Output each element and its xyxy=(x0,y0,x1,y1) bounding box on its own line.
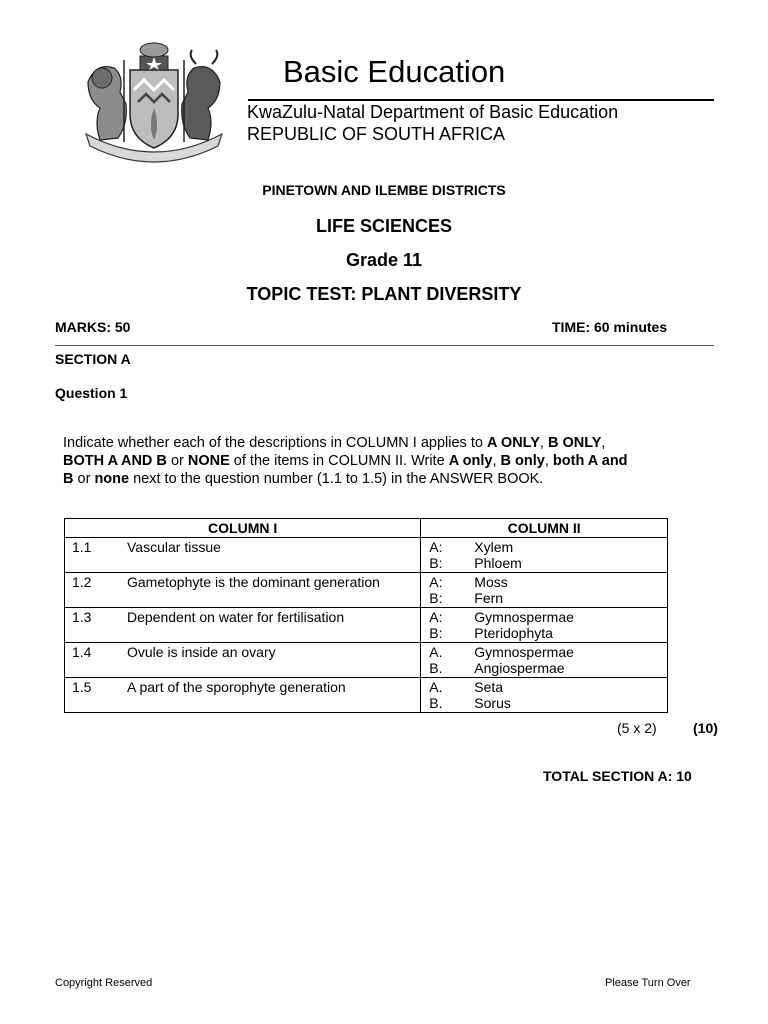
matching-table xyxy=(64,518,668,713)
page-title: Basic Education xyxy=(283,54,506,89)
option-letter: B: xyxy=(429,555,443,571)
option-letter: B. xyxy=(429,695,443,711)
instr-bold: A ONLY xyxy=(486,435,540,451)
option-text: Xylem xyxy=(474,539,514,555)
option-text: Phloem xyxy=(474,555,522,571)
instr-text: Indicate whether each of the descriptions in COLUMN I applies to xyxy=(63,435,487,451)
column-i-cell xyxy=(65,608,421,643)
instr-text: , xyxy=(544,453,553,469)
instr-text: , xyxy=(601,435,606,451)
item-number: 1.5 xyxy=(72,679,92,695)
option-letter: A: xyxy=(429,539,443,555)
option-letter: A. xyxy=(429,679,443,695)
item-number: 1.2 xyxy=(72,574,92,590)
footer-copyright: Copyright Reserved xyxy=(55,977,153,989)
instr-text: of the items in COLUMN II. Write xyxy=(229,453,449,469)
instr-bold: B xyxy=(63,471,74,487)
table-row xyxy=(65,573,668,608)
column-ii-cell xyxy=(421,608,668,643)
table-row xyxy=(65,678,668,713)
question-heading: Question 1 xyxy=(55,385,128,401)
instr-text: , xyxy=(539,435,548,451)
section-total: TOTAL SECTION A: 10 xyxy=(543,768,692,784)
option-letter: A: xyxy=(429,574,443,590)
question-instructions xyxy=(63,434,703,488)
instr-bold: A only xyxy=(448,453,493,469)
instr-text: , xyxy=(492,453,501,469)
districts-heading: PINETOWN AND ILEMBE DISTRICTS xyxy=(262,182,506,198)
item-description: Gametophyte is the dominant generation xyxy=(127,574,380,590)
option-text: Pteridophyta xyxy=(474,625,553,641)
column-i-cell xyxy=(65,678,421,713)
item-description: A part of the sporophyte generation xyxy=(127,679,346,695)
separator-rule xyxy=(55,345,714,346)
instr-text: or xyxy=(166,453,188,469)
column-i-cell xyxy=(65,643,421,678)
option-letter: B. xyxy=(429,660,443,676)
option-letter: B: xyxy=(429,625,443,641)
option-text: Gymnospermae xyxy=(474,609,574,625)
option-text: Fern xyxy=(474,590,504,606)
table-row xyxy=(65,608,668,643)
instr-bold: both A and xyxy=(552,453,628,469)
item-number: 1.4 xyxy=(72,644,92,660)
coat-of-arms-icon xyxy=(78,42,230,172)
table-header-row xyxy=(65,519,668,538)
mark-calculation: (5 x 2) xyxy=(617,720,657,736)
subject-heading: LIFE SCIENCES xyxy=(315,216,453,236)
republic-name: REPUBLIC OF SOUTH AFRICA xyxy=(247,124,506,144)
column-i-cell xyxy=(65,573,421,608)
instr-bold: BOTH A AND B xyxy=(63,453,167,469)
option-text: Angiospermae xyxy=(474,660,565,676)
column-ii-cell xyxy=(421,538,668,573)
option-text: Sorus xyxy=(474,695,511,711)
instr-bold: B only xyxy=(500,453,545,469)
item-description: Dependent on water for fertilisation xyxy=(127,609,345,625)
option-text: Gymnospermae xyxy=(474,644,574,660)
column-ii-cell xyxy=(421,573,668,608)
topic-heading: TOPIC TEST: PLANT DIVERSITY xyxy=(246,284,522,304)
instr-bold: none xyxy=(94,471,130,487)
section-heading: SECTION A xyxy=(55,351,131,367)
option-text: Moss xyxy=(474,574,508,590)
column-header: COLUMN II xyxy=(421,519,668,538)
option-text: Seta xyxy=(474,679,504,695)
grade-heading: Grade 11 xyxy=(345,250,423,270)
option-letter: B: xyxy=(429,590,443,606)
column-header: COLUMN I xyxy=(65,519,421,538)
marks-label: MARKS: 50 xyxy=(55,319,131,335)
item-description: Ovule is inside an ovary xyxy=(127,644,276,660)
table-row xyxy=(65,538,668,573)
table-row xyxy=(65,643,668,678)
footer-turn-over: Please Turn Over xyxy=(605,977,691,989)
column-i-cell xyxy=(65,538,421,573)
column-ii-cell xyxy=(421,678,668,713)
title-rule xyxy=(248,99,714,101)
option-letter: A. xyxy=(429,644,443,660)
item-number: 1.3 xyxy=(72,609,92,625)
time-label: TIME: 60 minutes xyxy=(552,319,668,335)
item-description: Vascular tissue xyxy=(127,539,221,555)
instr-bold: NONE xyxy=(187,453,230,469)
department-name: KwaZulu-Natal Department of Basic Education xyxy=(247,102,619,122)
item-number: 1.1 xyxy=(72,539,92,555)
instr-bold: B ONLY xyxy=(547,435,602,451)
option-letter: A: xyxy=(429,609,443,625)
instr-text: next to the question number (1.1 to 1.5) in the ANSWER BOOK. xyxy=(129,471,544,487)
question-marks: (10) xyxy=(693,720,718,736)
column-ii-cell xyxy=(421,643,668,678)
instr-text: or xyxy=(73,471,95,487)
